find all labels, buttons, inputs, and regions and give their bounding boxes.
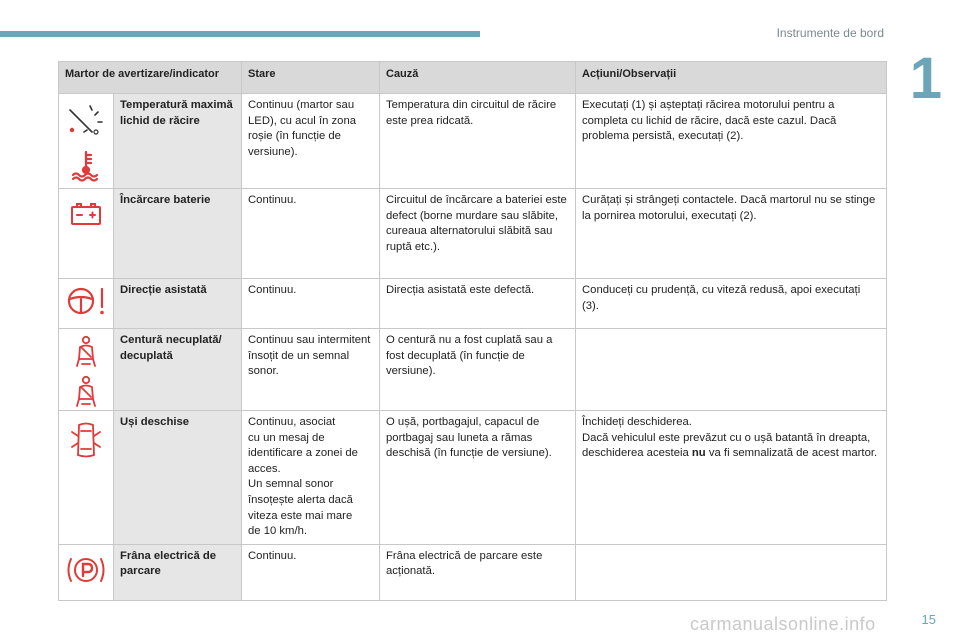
state-line: viteza este mai mare xyxy=(248,509,353,522)
seatbelt-rear-icon xyxy=(59,375,113,409)
battery-icon xyxy=(59,201,113,227)
indicator-name: Uși deschise xyxy=(114,411,242,545)
coolant-temperature-icon xyxy=(59,148,113,182)
coolant-temperature-gauge-icon xyxy=(59,100,113,140)
header-accent-bar xyxy=(0,31,480,37)
state-cell: Continuu. xyxy=(242,544,380,600)
table-row xyxy=(59,411,887,545)
power-steering-icon xyxy=(59,285,113,317)
action-emphasis: nu xyxy=(691,447,706,460)
action-cell xyxy=(576,544,887,600)
state-line: cu un mesaj de xyxy=(248,431,325,444)
state-line: de 10 km/h. xyxy=(248,525,308,538)
table-row xyxy=(59,94,887,189)
action-line: Închideți deschiderea. xyxy=(582,416,692,428)
action-cell xyxy=(576,329,887,411)
state-line: identificare a zonei de xyxy=(248,447,358,460)
parking-brake-icon xyxy=(59,553,113,587)
section-title: Instrumente de bord xyxy=(776,26,884,40)
cause-cell: Direcția asistată este defectă. xyxy=(380,279,576,329)
column-header-state: Stare xyxy=(242,62,380,94)
state-cell: Continuu. xyxy=(242,189,380,279)
icon-cell xyxy=(59,279,114,329)
warning-lights-table xyxy=(58,61,887,601)
action-text: va fi semnalizată de acest martor. xyxy=(705,447,878,460)
action-cell: Curățați și strângeți contactele. Dacă martorul nu se stinge la pornirea motorului, executați (2). xyxy=(576,189,887,279)
table-row xyxy=(59,329,887,411)
state-cell: Continuu. xyxy=(242,279,380,329)
cause-cell: O ușă, portbagajul, capacul de portbagaj sau luneta a rămas deschisă (în funcție de versiune). xyxy=(380,411,576,545)
cause-cell: O centură nu a fost cuplată sau a fost decuplată (în funcție de versiune). xyxy=(380,329,576,411)
state-line: însoțește alerta dacă xyxy=(248,493,353,506)
state-line: Un semnal sonor xyxy=(248,478,334,491)
indicator-name: Direcție asistată xyxy=(114,279,242,329)
action-cell xyxy=(576,411,887,545)
table-row xyxy=(59,279,887,329)
icon-cell xyxy=(59,411,114,545)
seatbelt-icon xyxy=(59,335,113,369)
action-cell: Conduceți cu prudență, cu viteză redusă, apoi executați (3). xyxy=(576,279,887,329)
table-header-row xyxy=(59,62,887,94)
column-header-action: Acțiuni/Observații xyxy=(576,62,887,94)
action-cell: Executați (1) și așteptați răcirea motorului pentru a completa cu lichid de răcire, dacă este cazul. Dacă problema persistă, executați (2). xyxy=(576,94,887,189)
table-row xyxy=(59,544,887,600)
chapter-number: 1 xyxy=(909,46,942,111)
action-text: Dacă vehiculul este prevăzut cu o ușă batantă în dreapta, deschiderea acesteia xyxy=(582,431,871,460)
page-number: 15 xyxy=(921,612,936,627)
state-cell xyxy=(242,411,380,545)
icon-cell xyxy=(59,544,114,600)
column-header-indicator: Martor de avertizare/indicator xyxy=(59,62,242,94)
cause-cell: Temperatura din circuitul de răcire este prea ridcată. xyxy=(380,94,576,189)
cause-cell: Frâna electrică de parcare este acționată. xyxy=(380,544,576,600)
indicator-name: Încărcare baterie xyxy=(114,189,242,279)
icon-cell xyxy=(59,189,114,279)
state-line: Continuu, asociat xyxy=(248,416,336,428)
indicator-name: Frâna electrică de parcare xyxy=(114,544,242,600)
state-line: acces. xyxy=(248,462,281,475)
watermark-url: carmanualsonline.info xyxy=(690,614,876,634)
icon-cell xyxy=(59,329,114,411)
table-row xyxy=(59,189,887,279)
column-header-cause: Cauză xyxy=(380,62,576,94)
indicator-name: Temperatură maximă lichid de răcire xyxy=(114,94,242,189)
indicator-name: Centură necuplată/ decuplată xyxy=(114,329,242,411)
state-cell: Continuu sau intermitent însoțit de un semnal sonor. xyxy=(242,329,380,411)
cause-cell: Circuitul de încărcare a bateriei este defect (borne murdare sau slăbite, cureaua alternatorului slăbită sau ruptă etc.). xyxy=(380,189,576,279)
state-cell: Continuu (martor sau LED), cu acul în zona roșie (în funcție de versiune). xyxy=(242,94,380,189)
door-open-icon xyxy=(59,421,113,461)
icon-cell xyxy=(59,94,114,189)
